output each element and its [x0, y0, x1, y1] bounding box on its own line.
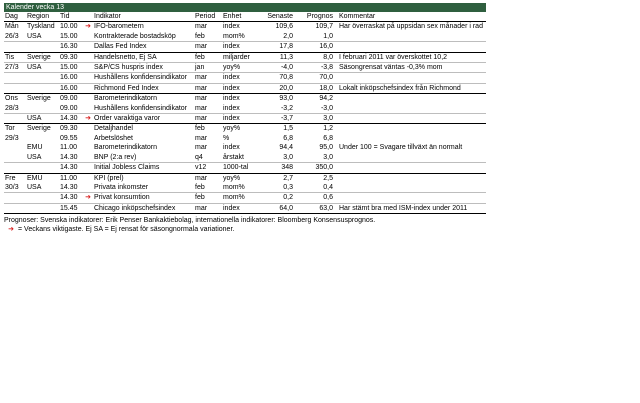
cell-kommentar	[338, 73, 486, 83]
arrow-cell	[82, 63, 93, 73]
cell-prognos: -3,0	[298, 104, 338, 114]
arrow-cell	[82, 94, 93, 104]
header-dag: Dag	[4, 12, 26, 22]
cell-period: feb	[194, 52, 222, 62]
cell-dag: 29/3	[5, 134, 19, 142]
cell-dag	[4, 153, 26, 163]
table-row	[4, 153, 486, 163]
arrow-cell	[82, 173, 93, 183]
arrow-cell	[82, 104, 93, 114]
cell-indikator: IFO-barometern	[94, 23, 144, 31]
cell-region	[26, 73, 59, 83]
table-row	[4, 203, 486, 213]
cell-period: v12	[194, 163, 222, 173]
cell-dag: Tis	[4, 52, 26, 62]
cell-enhet: index	[222, 104, 258, 114]
calendar-table	[4, 12, 486, 214]
cell-tid: 15.45	[59, 203, 82, 213]
cell-region	[26, 42, 59, 52]
cell-senaste: 64,0	[258, 203, 298, 213]
arrow-cell	[82, 73, 93, 83]
cell-dag	[4, 83, 26, 93]
cell-prognos: 3,0	[298, 153, 338, 163]
table-row	[4, 94, 486, 104]
cell-indikator: BNP (2:a rev)	[93, 153, 194, 163]
cell-region: USA	[26, 114, 59, 124]
cell-indikator: Hushållens konfidensindikator	[93, 73, 194, 83]
table-row	[4, 134, 486, 143]
table-row	[4, 173, 486, 183]
header-enhet: Enhet	[222, 12, 258, 22]
cell-prognos: 63,0	[298, 203, 338, 213]
cell-senaste: -3,2	[258, 104, 298, 114]
legend-text: = Veckans viktigaste. Ej SA = Ej rensat för säsongnormala variationer.	[18, 226, 235, 234]
cell-region	[26, 134, 59, 143]
cell-senaste: 20,0	[258, 83, 298, 93]
table-row	[4, 104, 486, 114]
cell-kommentar	[338, 153, 486, 163]
cell-prognos: -3,8	[298, 63, 338, 73]
table-row	[4, 52, 486, 62]
cell-kommentar	[338, 32, 486, 42]
red-right-arrow-icon: ➜	[8, 226, 14, 234]
arrow-cell	[82, 114, 93, 124]
cell-indikator: Privat konsumtion	[93, 193, 194, 203]
cell-enhet: mom%	[222, 193, 258, 203]
cell-indikator: Arbetslöshet	[94, 134, 133, 142]
cell-prognos: 1,2	[323, 125, 333, 133]
cell-tid: 14.30	[59, 153, 82, 163]
cell-enhet: index	[222, 42, 258, 52]
cell-indikator: Order varaktiga varor	[93, 114, 194, 124]
cell-kommentar	[338, 163, 486, 173]
cell-enhet: mom%	[222, 32, 258, 42]
cell-senaste: 0,2	[258, 193, 298, 203]
cell-tid: 15.00	[59, 63, 82, 73]
cell-enhet: %	[223, 134, 230, 142]
table-row	[4, 114, 486, 124]
header-region: Region	[26, 12, 59, 22]
header-kommentar: Kommentar	[338, 12, 486, 22]
cell-period: feb	[194, 193, 222, 203]
cell-period: feb	[194, 183, 222, 193]
arrow-cell	[82, 153, 93, 163]
cell-kommentar	[338, 42, 486, 52]
table-row	[4, 63, 486, 73]
cell-dag: 28/3	[4, 104, 26, 114]
table-row	[4, 124, 486, 134]
cell-kommentar	[338, 183, 486, 193]
cell-tid: 09.30	[59, 52, 82, 62]
cell-region: Sverige	[26, 52, 59, 62]
header-arrow-spacer	[82, 12, 93, 22]
cell-period: mar	[194, 83, 222, 93]
header-tid: Tid	[59, 12, 82, 22]
cell-kommentar	[338, 173, 486, 183]
cell-prognos: 1,0	[298, 32, 338, 42]
cell-region: USA	[26, 153, 59, 163]
table-row	[4, 163, 486, 173]
cell-period: mar	[194, 104, 222, 114]
cell-tid: 09.00	[59, 104, 82, 114]
cell-tid: 11.00	[60, 144, 77, 152]
cell-kommentar	[338, 114, 486, 124]
cell-indikator: Detaljhandel	[94, 125, 133, 133]
arrow-cell	[82, 83, 93, 93]
cell-enhet: yoy%	[223, 174, 241, 182]
cell-period: mar	[195, 134, 208, 142]
cell-tid: 09.55	[60, 134, 78, 142]
arrow-cell	[82, 22, 93, 32]
cell-kommentar: Säsongrensat väntas -0,3% mom	[338, 63, 486, 73]
cell-senaste: 2,0	[258, 32, 298, 42]
cell-prognos: 16,0	[298, 42, 338, 52]
cell-kommentar: Under 100 = Svagare tillväxt än normalt	[339, 144, 463, 152]
arrow-cell	[82, 134, 93, 143]
cell-senaste: 11,3	[258, 52, 298, 62]
cell-period: feb	[195, 125, 205, 133]
cell-kommentar: I februari 2011 var överskottet 10,2	[338, 52, 486, 62]
cell-senaste: 94,4	[279, 144, 293, 152]
cell-dag: Ons	[5, 95, 18, 103]
cell-region	[26, 83, 59, 93]
cell-indikator: Hushållens konfidensindikator	[93, 104, 194, 114]
cell-enhet: yoy%	[223, 125, 241, 133]
cell-prognos: 8,0	[298, 52, 338, 62]
cell-prognos: 350,0	[298, 163, 338, 173]
cell-period: mar	[194, 73, 222, 83]
cell-prognos: 94,2	[319, 95, 333, 103]
cell-indikator: Initial Jobless Claims	[93, 163, 194, 173]
table-row	[4, 32, 486, 42]
cell-tid: 14.30	[59, 183, 82, 193]
table-row	[4, 183, 486, 193]
cell-dag: Tor	[5, 125, 15, 133]
table-row	[4, 22, 486, 32]
cell-kommentar	[338, 193, 486, 203]
cell-enhet: miljarder	[222, 52, 258, 62]
cell-enhet: yoy%	[222, 63, 258, 73]
cell-region: USA	[26, 183, 59, 193]
cell-period: mar	[195, 23, 208, 31]
cell-prognos: 109,7	[315, 23, 333, 31]
table-row	[4, 42, 486, 52]
red-right-arrow-icon: ➜	[85, 194, 91, 202]
cell-dag	[4, 143, 26, 152]
cell-period: q4	[194, 153, 222, 163]
cell-region: USA	[26, 63, 59, 73]
arrow-cell	[82, 52, 93, 62]
cell-senaste: 70,8	[258, 73, 298, 83]
cell-tid: 09.00	[60, 95, 78, 103]
cell-dag: 26/3	[4, 32, 26, 42]
cell-prognos: 18,0	[298, 83, 338, 93]
cell-prognos: 0,4	[298, 183, 338, 193]
cell-period: mar	[195, 95, 208, 103]
cell-region	[26, 163, 59, 173]
legend-line	[4, 225, 486, 234]
cell-senaste: 0,3	[258, 183, 298, 193]
footnote: Prognoser: Svenska indikatorer: Erik Penser Bankaktiebolag, internationella indikatorer: Bloomberg Konsensusprognos.	[4, 217, 376, 225]
cell-enhet: index	[223, 23, 240, 31]
cell-prognos: 70,0	[298, 73, 338, 83]
arrow-cell	[82, 143, 93, 152]
cell-prognos: 2,5	[323, 174, 333, 182]
cell-region: USA	[26, 32, 59, 42]
cell-region	[26, 203, 59, 213]
cell-period: mar	[195, 174, 208, 182]
cell-kommentar	[338, 104, 486, 114]
cell-prognos: 3,0	[298, 114, 338, 124]
cell-indikator: Barometerindikatorn	[94, 144, 158, 152]
cell-tid: 14.30	[59, 193, 82, 203]
cell-enhet: index	[222, 114, 258, 124]
cell-dag	[4, 163, 26, 173]
cell-tid: 10.00	[60, 23, 78, 31]
cell-senaste: -4,0	[258, 63, 298, 73]
calendar-title: Kalender vecka 13	[4, 3, 486, 12]
cell-senaste: 6,8	[283, 134, 293, 142]
cell-indikator: S&P/CS huspris index	[93, 63, 194, 73]
cell-senaste: 348	[258, 163, 298, 173]
red-right-arrow-icon: ➜	[85, 115, 91, 123]
header-prognos: Prognos	[298, 12, 338, 22]
cell-region: Sverige	[27, 95, 51, 103]
table-row	[4, 143, 486, 152]
cell-kommentar: Lokalt inköpschefsindex från Richmond	[338, 83, 486, 93]
cell-enhet: årstakt	[222, 153, 258, 163]
cell-indikator: Handelsnetto, Ej SA	[93, 52, 194, 62]
cell-senaste: 1,5	[283, 125, 293, 133]
cell-region	[26, 193, 59, 203]
arrow-cell	[82, 32, 93, 42]
cell-tid: 16.30	[59, 42, 82, 52]
cell-kommentar	[338, 124, 486, 134]
cell-indikator: Chicago inköpschefsindex	[93, 203, 194, 213]
cell-period: mar	[194, 42, 222, 52]
cell-indikator: Richmond Fed Index	[93, 83, 194, 93]
cell-kommentar: Har stämt bra med ISM-index under 2011	[338, 203, 486, 213]
cell-enhet: index	[223, 95, 240, 103]
cell-tid: 16.00	[59, 73, 82, 83]
cell-enhet: index	[222, 83, 258, 93]
cell-senaste: 3,0	[258, 153, 298, 163]
cell-tid: 11.00	[60, 174, 77, 182]
header-senaste: Senaste	[258, 12, 298, 22]
cell-period: jan	[194, 63, 222, 73]
cell-dag	[4, 203, 26, 213]
cell-senaste: 109,6	[275, 23, 293, 31]
cell-enhet: index	[223, 144, 240, 152]
cell-indikator: Barometerindikatorn	[94, 95, 158, 103]
cell-indikator: Privata inkomster	[93, 183, 194, 193]
cell-dag	[4, 114, 26, 124]
cell-enhet: index	[222, 73, 258, 83]
cell-period: feb	[194, 32, 222, 42]
cell-prognos: 0,6	[298, 193, 338, 203]
cell-prognos: 6,8	[323, 134, 333, 142]
cell-kommentar	[338, 94, 486, 104]
header-indikator: Indikator	[93, 12, 194, 22]
arrow-cell	[82, 193, 93, 203]
cell-enhet: 1000-tal	[222, 163, 258, 173]
cell-prognos: 95,0	[319, 144, 333, 152]
cell-indikator: Kontrakterade bostadsköp	[93, 32, 194, 42]
cell-senaste: 93,0	[279, 95, 293, 103]
red-right-arrow-icon: ➜	[85, 23, 91, 31]
arrow-cell	[82, 203, 93, 213]
cell-region: Tyskland	[27, 23, 55, 31]
header-row	[4, 12, 486, 22]
cell-kommentar: Har överraskat på uppsidan sex månader i rad	[339, 23, 483, 31]
cell-dag	[4, 73, 26, 83]
cell-dag	[4, 42, 26, 52]
cell-senaste: 2,7	[283, 174, 293, 182]
cell-dag: 27/3	[4, 63, 26, 73]
cell-region: Sverige	[27, 125, 51, 133]
cell-senaste: 17,8	[258, 42, 298, 52]
cell-region: EMU	[27, 174, 43, 182]
table-row	[4, 83, 486, 93]
cell-enhet: mom%	[222, 183, 258, 193]
cell-period: mar	[195, 144, 208, 152]
cell-dag: Fre	[5, 174, 16, 182]
cell-dag	[4, 193, 26, 203]
cell-tid: 14.30	[59, 114, 82, 124]
cell-indikator: KPI (prel)	[94, 174, 124, 182]
table-row	[4, 73, 486, 83]
cell-period: mar	[194, 114, 222, 124]
cell-tid: 09.30	[60, 125, 78, 133]
arrow-cell	[82, 124, 93, 134]
cell-senaste: -3,7	[258, 114, 298, 124]
arrow-cell	[82, 163, 93, 173]
cell-tid: 15.00	[59, 32, 82, 42]
cell-tid: 16.00	[59, 83, 82, 93]
cell-region	[26, 104, 59, 114]
table-row	[4, 193, 486, 203]
cell-indikator: Dallas Fed Index	[93, 42, 194, 52]
calendar-sheet	[4, 3, 486, 234]
cell-dag: Mån	[5, 23, 19, 31]
cell-dag: 30/3	[4, 183, 26, 193]
notes	[4, 216, 486, 234]
cell-period: mar	[194, 203, 222, 213]
cell-tid: 14.30	[59, 163, 82, 173]
cell-region: EMU	[27, 144, 43, 152]
cell-enhet: index	[222, 203, 258, 213]
arrow-cell	[82, 183, 93, 193]
cell-kommentar	[338, 134, 486, 143]
header-period: Period	[194, 12, 222, 22]
arrow-cell	[82, 42, 93, 52]
